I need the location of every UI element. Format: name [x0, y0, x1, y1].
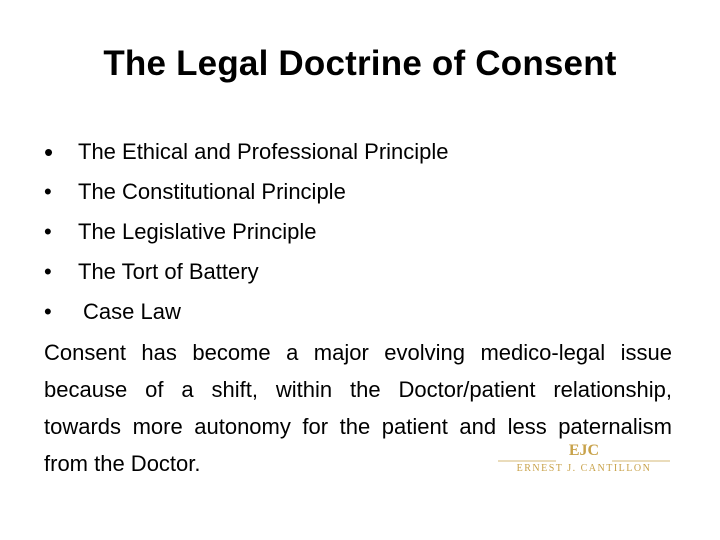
bullet-item [44, 293, 684, 333]
ejc-logo-icon [484, 440, 684, 474]
bullet-icon: • [44, 219, 52, 244]
bullet-icon: • [44, 259, 52, 284]
bullet-text: The Tort of Battery [78, 259, 259, 284]
logo-name: ERNEST J. CANTILLON [516, 463, 652, 474]
bullet-icon: • [44, 179, 52, 204]
bullet-icon: • [44, 137, 54, 167]
bullet-text: The Legislative Principle [78, 219, 317, 244]
bullet-item [44, 253, 684, 293]
body-paragraph: Consent has become a major evolving medico-legal issue because of a shift, within the Doctor/patient relationship, towards more autonomy for the patient and less paternalism from the Doctor. [44, 340, 672, 476]
bullet-item [44, 133, 684, 173]
bullet-icon: • [44, 299, 52, 324]
slide-title: The Legal Doctrine of Consent [103, 44, 617, 83]
bullet-text: Case Law [83, 299, 181, 324]
bullet-text: The Ethical and Professional Principle [78, 139, 449, 164]
bullet-list [44, 133, 684, 333]
bullet-text: The Constitutional Principle [78, 179, 346, 204]
logo-monogram: EJC [568, 442, 600, 459]
bullet-item [44, 173, 684, 213]
bullet-item [44, 213, 684, 253]
